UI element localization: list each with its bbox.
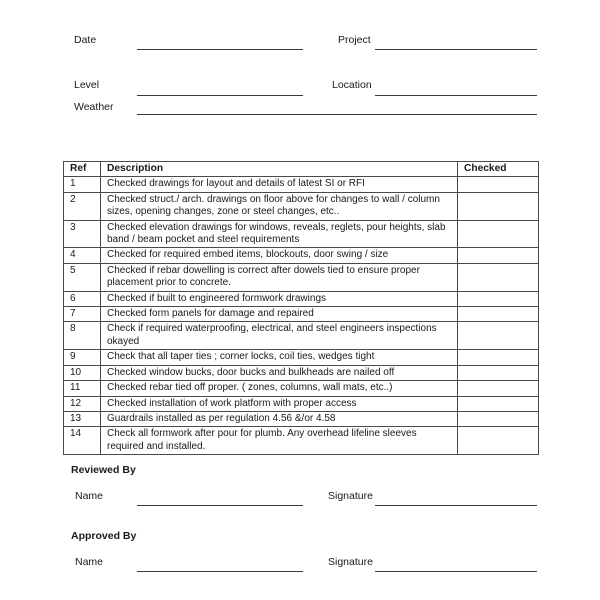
ref-cell: 10: [64, 365, 101, 380]
table-row: [64, 307, 539, 322]
reviewed-by-heading: Reviewed By: [71, 464, 136, 476]
checked-cell: [458, 307, 539, 322]
table-row: [64, 322, 539, 350]
description-cell: Check if required waterproofing, electrical, and steel engineers inspections okayed: [101, 322, 458, 350]
location-label: Location: [332, 79, 372, 91]
table-row: [64, 263, 539, 291]
description-cell: Check that all taper ties ; corner locks, coil ties, wedges tight: [101, 350, 458, 365]
ref-cell: 9: [64, 350, 101, 365]
table-row: [64, 291, 539, 306]
description-cell: Checked drawings for layout and details of latest SI or RFI: [101, 177, 458, 192]
approved-name-label: Name: [75, 556, 104, 568]
ref-cell: 6: [64, 291, 101, 306]
checked-cell: [458, 350, 539, 365]
table-row: [64, 248, 539, 263]
checked-cell: [458, 220, 539, 248]
checked-cell: [458, 248, 539, 263]
checked-cell: [458, 411, 539, 426]
checked-cell: [458, 322, 539, 350]
table-row: [64, 177, 539, 192]
description-cell: Guardrails installed as per regulation 4.56 &/or 4.58: [101, 411, 458, 426]
checked-cell: [458, 192, 539, 220]
description-cell: Checked if rebar dowelling is correct after dowels tied to ensure proper placement prior to concrete.: [101, 263, 458, 291]
description-cell: Checked rebar tied off proper. ( zones, columns, wall mats, etc..): [101, 381, 458, 396]
checked-cell: [458, 396, 539, 411]
table-row: [64, 192, 539, 220]
weather-label: Weather: [74, 101, 114, 113]
table-row: [64, 220, 539, 248]
date-fill-line: [137, 49, 303, 50]
description-cell: Checked window bucks, door bucks and bulkheads are nailed off: [101, 365, 458, 380]
checked-cell: [458, 291, 539, 306]
description-cell: Checked installation of work platform with proper access: [101, 396, 458, 411]
checked-cell: [458, 381, 539, 396]
checked-cell: [458, 263, 539, 291]
ref-cell: 3: [64, 220, 101, 248]
checked-cell: [458, 177, 539, 192]
checked-cell: [458, 365, 539, 380]
location-fill-line: [375, 95, 537, 96]
table-row: [64, 365, 539, 380]
ref-cell: 12: [64, 396, 101, 411]
level-fill-line: [137, 95, 303, 96]
table-row: [64, 411, 539, 426]
ref-cell: 11: [64, 381, 101, 396]
ref-cell: 7: [64, 307, 101, 322]
reviewed-name-label: Name: [75, 490, 104, 502]
column-header-ref: Ref: [64, 162, 101, 177]
weather-fill-line: [137, 114, 537, 115]
reviewed-signature-fill-line: [375, 505, 537, 506]
description-cell: Checked struct./ arch. drawings on floor above for changes to wall / column sizes, opening changes, zone or steel changes, etc..: [101, 192, 458, 220]
project-fill-line: [375, 49, 537, 50]
description-cell: Checked for required embed items, blockouts, door swing / size: [101, 248, 458, 263]
ref-cell: 1: [64, 177, 101, 192]
ref-cell: 8: [64, 322, 101, 350]
level-label: Level: [74, 79, 100, 91]
table-row: [64, 396, 539, 411]
date-label: Date: [74, 34, 97, 46]
approved-signature-fill-line: [375, 571, 537, 572]
ref-cell: 5: [64, 263, 101, 291]
checked-cell: [458, 427, 539, 455]
ref-cell: 2: [64, 192, 101, 220]
ref-cell: 4: [64, 248, 101, 263]
ref-cell: 14: [64, 427, 101, 455]
description-cell: Check all formwork after pour for plumb. Any overhead lifeline sleeves required and installed.: [101, 427, 458, 455]
ref-cell: 13: [64, 411, 101, 426]
description-cell: Checked elevation drawings for windows, reveals, reglets, pour heights, slab band / beam pocket and steel requirements: [101, 220, 458, 248]
column-header-checked: Checked: [458, 162, 539, 177]
table-header-row: [64, 162, 539, 177]
description-cell: Checked form panels for damage and repaired: [101, 307, 458, 322]
checklist-table: [63, 161, 539, 455]
reviewed-signature-label: Signature: [328, 490, 373, 502]
column-header-description: Description: [101, 162, 458, 177]
reviewed-name-fill-line: [137, 505, 303, 506]
approved-signature-label: Signature: [328, 556, 373, 568]
project-label: Project: [338, 34, 371, 46]
table-row: [64, 381, 539, 396]
table-row: [64, 350, 539, 365]
approved-name-fill-line: [137, 571, 303, 572]
description-cell: Checked if built to engineered formwork drawings: [101, 291, 458, 306]
table-row: [64, 427, 539, 455]
approved-by-heading: Approved By: [71, 530, 137, 542]
checklist-table-body: [64, 177, 539, 455]
